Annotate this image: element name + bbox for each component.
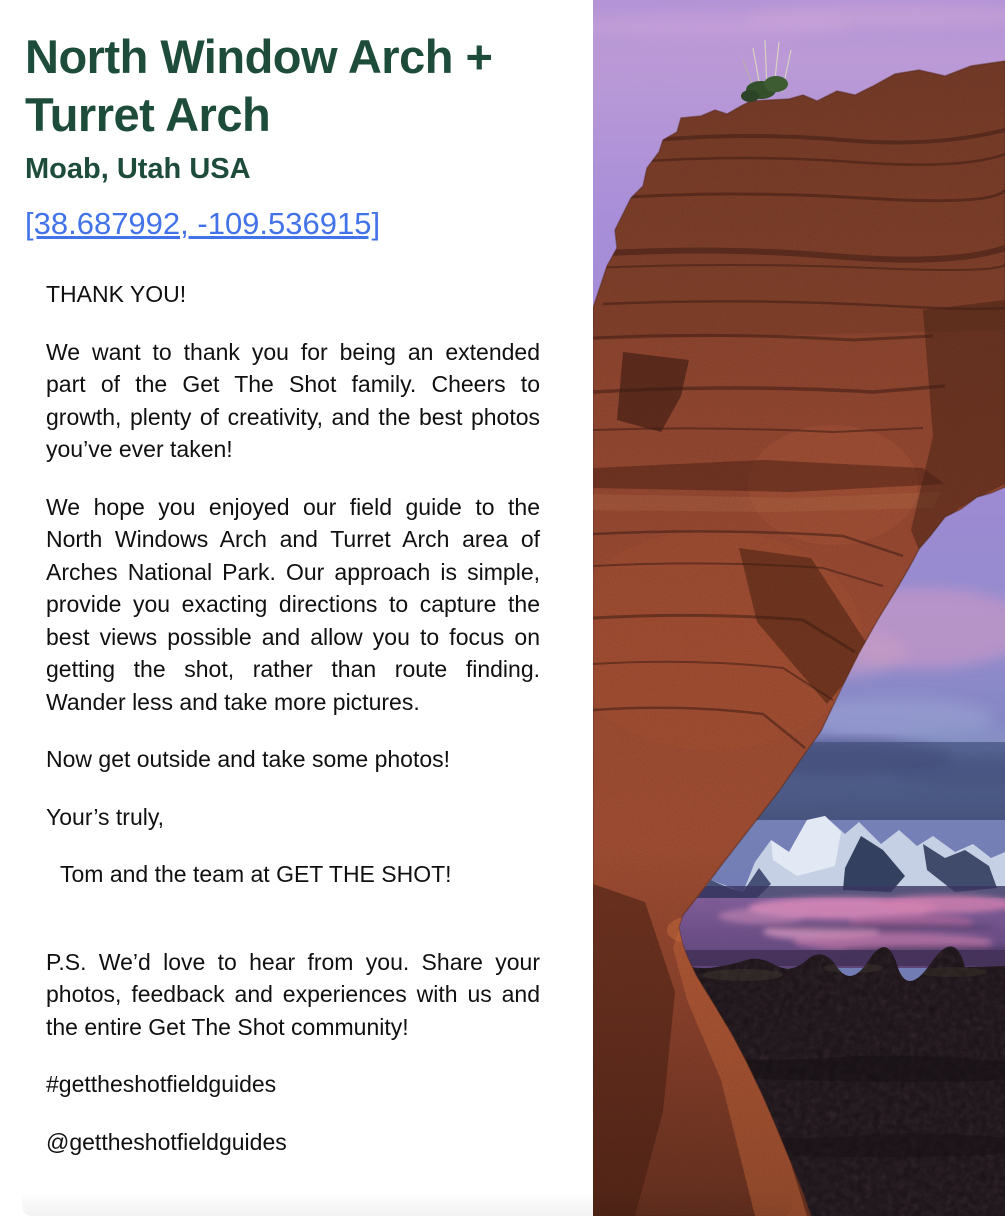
signoff-line: Your’s truly, bbox=[46, 803, 165, 830]
arch-photo bbox=[593, 0, 1005, 1216]
paragraph-guide: We hope you enjoyed our field guide to the North Windows Arch and Turret Arch area of Arches National Park. Our approach is simple, provide you exacting directions to capture the best views possible and allow you to focus on getting the shot, rather than route finding. Wander less and take more pictures. bbox=[46, 493, 540, 715]
arch-photo-illustration bbox=[593, 0, 1005, 1216]
paragraph-family: We want to thank you for being an extended part of the Get The Shot family. Cheers to growth, plenty of creativity, and the best photos you’ve ever taken! bbox=[46, 338, 540, 462]
at-handle: @gettheshotfieldguides bbox=[46, 1128, 287, 1155]
signature-line: Tom and the team at GET THE SHOT! bbox=[60, 861, 452, 887]
page-subtitle: Moab, Utah USA bbox=[25, 153, 251, 185]
paragraph-outside: Now get outside and take some photos! bbox=[46, 746, 451, 772]
content-column bbox=[25, 0, 541, 1183]
hashtag-handle: #gettheshotfieldguides bbox=[46, 1071, 277, 1097]
postscript-paragraph: P.S. We’d love to hear from you. Share your photos, feedback and experiences with us and the entire Get The Shot community! bbox=[46, 948, 540, 1040]
page-title: North Window Arch + Turret Arch bbox=[25, 30, 493, 141]
coordinates-link[interactable]: [38.687992, -109.536915] bbox=[25, 206, 381, 241]
thank-you-heading: THANK YOU! bbox=[46, 281, 187, 307]
letter-body bbox=[46, 278, 540, 1158]
